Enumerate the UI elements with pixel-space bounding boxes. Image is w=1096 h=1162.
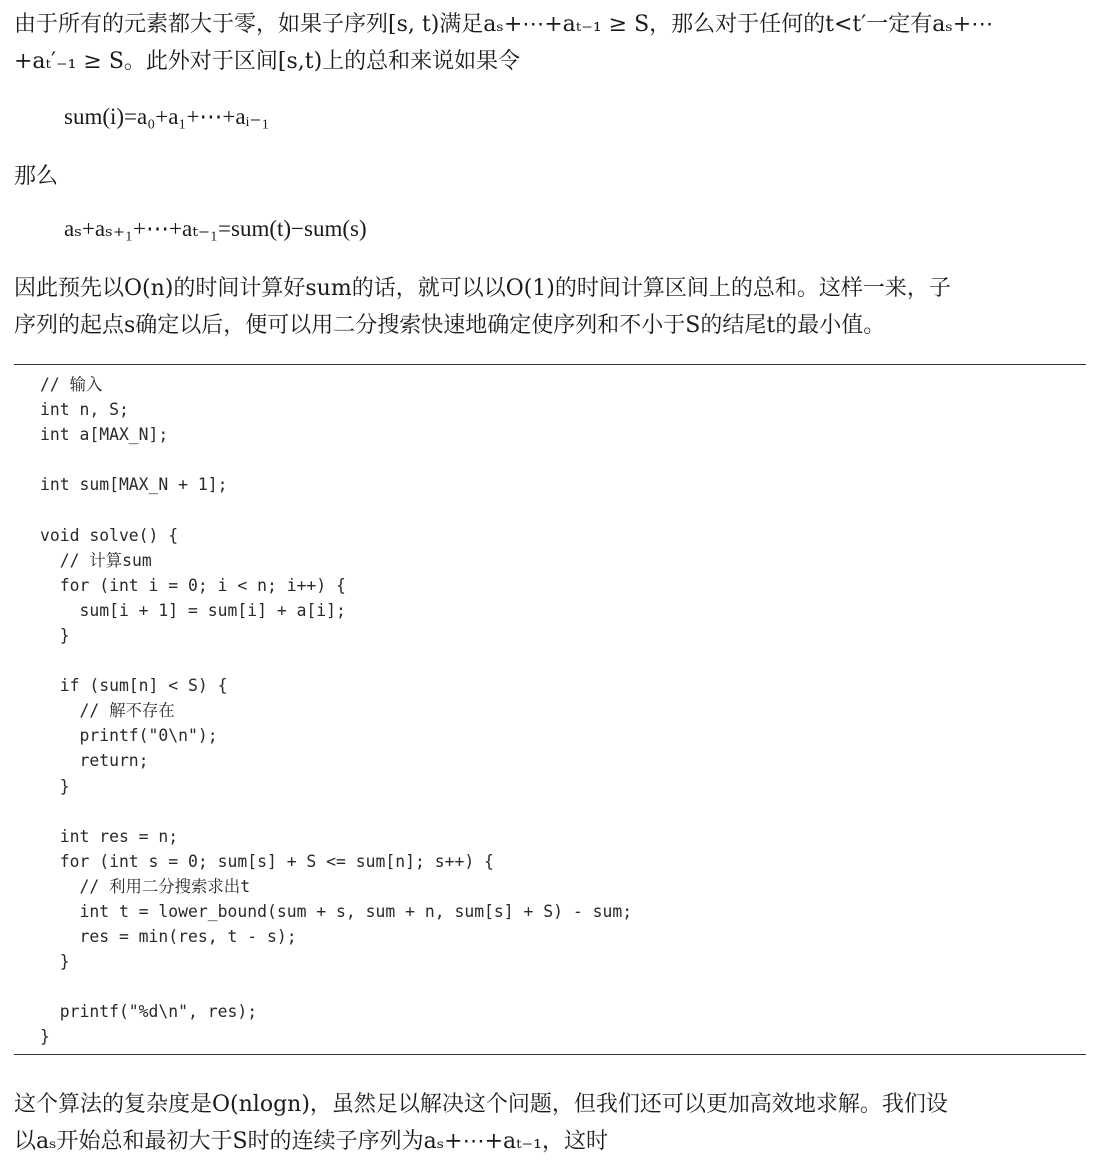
code-line: int t = lower_bound(sum + s, sum + n, sum[s] + S) - sum; [40, 901, 633, 921]
code-line: // 利用二分搜索求出t [40, 876, 251, 896]
intro-line-1: 由于所有的元素都大于零，如果子序列[s, t)满足aₛ+⋯+aₜ₋₁ ≥ S，那么对于任何的t<t′一定有aₛ+⋯ [14, 12, 994, 37]
code-line: // 计算sum [40, 550, 152, 570]
conclusion-line-1: 这个算法的复杂度是O(nlogn)，虽然足以解决这个问题，但我们还可以更加高效地求解。我们设 [14, 1092, 948, 1117]
code-line: int res = n; [40, 826, 179, 846]
code-line: sum[i + 1] = sum[i] + a[i]; [40, 600, 346, 620]
code-line: } [40, 776, 70, 796]
code-line: printf("0\n"); [40, 726, 218, 746]
code-line: for (int s = 0; sum[s] + S <= sum[n]; s++) { [40, 851, 494, 871]
code-line [40, 497, 632, 522]
code-line: void solve() { [40, 525, 179, 545]
conclusion-paragraph [14, 1086, 1084, 1160]
intro-paragraph [14, 6, 1084, 80]
code-line: } [40, 1027, 50, 1047]
code-line: for (int i = 0; i < n; i++) { [40, 575, 346, 595]
prefix-sum-formula: sum(i)=a₀+a₁+⋯+aᵢ₋₁ [64, 104, 270, 129]
code-line: // 解不存在 [40, 701, 175, 721]
code-line: printf("%d\n", res); [40, 1002, 258, 1022]
code-line [40, 648, 632, 673]
code-line [40, 799, 632, 824]
code-bottom-rule [14, 1054, 1086, 1055]
conclusion-line-2: 以aₛ开始总和最初大于S时的连续子序列为aₛ+⋯+aₜ₋₁，这时 [14, 1129, 608, 1154]
code-listing [40, 372, 632, 1050]
code-top-rule [14, 364, 1086, 365]
intro-line-2: +aₜ′₋₁ ≥ S。此外对于区间[s,t)上的总和来说如果令 [14, 49, 521, 74]
code-line: } [40, 952, 70, 972]
code-line: return; [40, 751, 149, 771]
code-line: res = min(res, t - s); [40, 927, 297, 947]
range-sum-formula: aₛ+aₛ₊₁+⋯+aₜ₋₁=sum(t)−sum(s) [64, 216, 367, 241]
explanation-paragraph [14, 270, 1084, 344]
code-line: int a[MAX_N]; [40, 425, 169, 445]
explanation-line-2: 序列的起点s确定以后，便可以用二分搜索快速地确定使序列和不小于S的结尾t的最小值。 [14, 313, 886, 338]
then-label: 那么 [14, 164, 59, 189]
code-line: int n, S; [40, 400, 129, 420]
code-line [40, 974, 632, 999]
code-line: // 输入 [40, 375, 103, 394]
code-line: if (sum[n] < S) { [40, 676, 228, 696]
explanation-line-1: 因此预先以O(n)的时间计算好sum的话，就可以以O(1)的时间计算区间上的总和。这样一来，子 [14, 276, 951, 301]
code-line: int sum[MAX_N + 1]; [40, 475, 228, 495]
code-line [40, 447, 632, 472]
code-line: } [40, 625, 70, 645]
